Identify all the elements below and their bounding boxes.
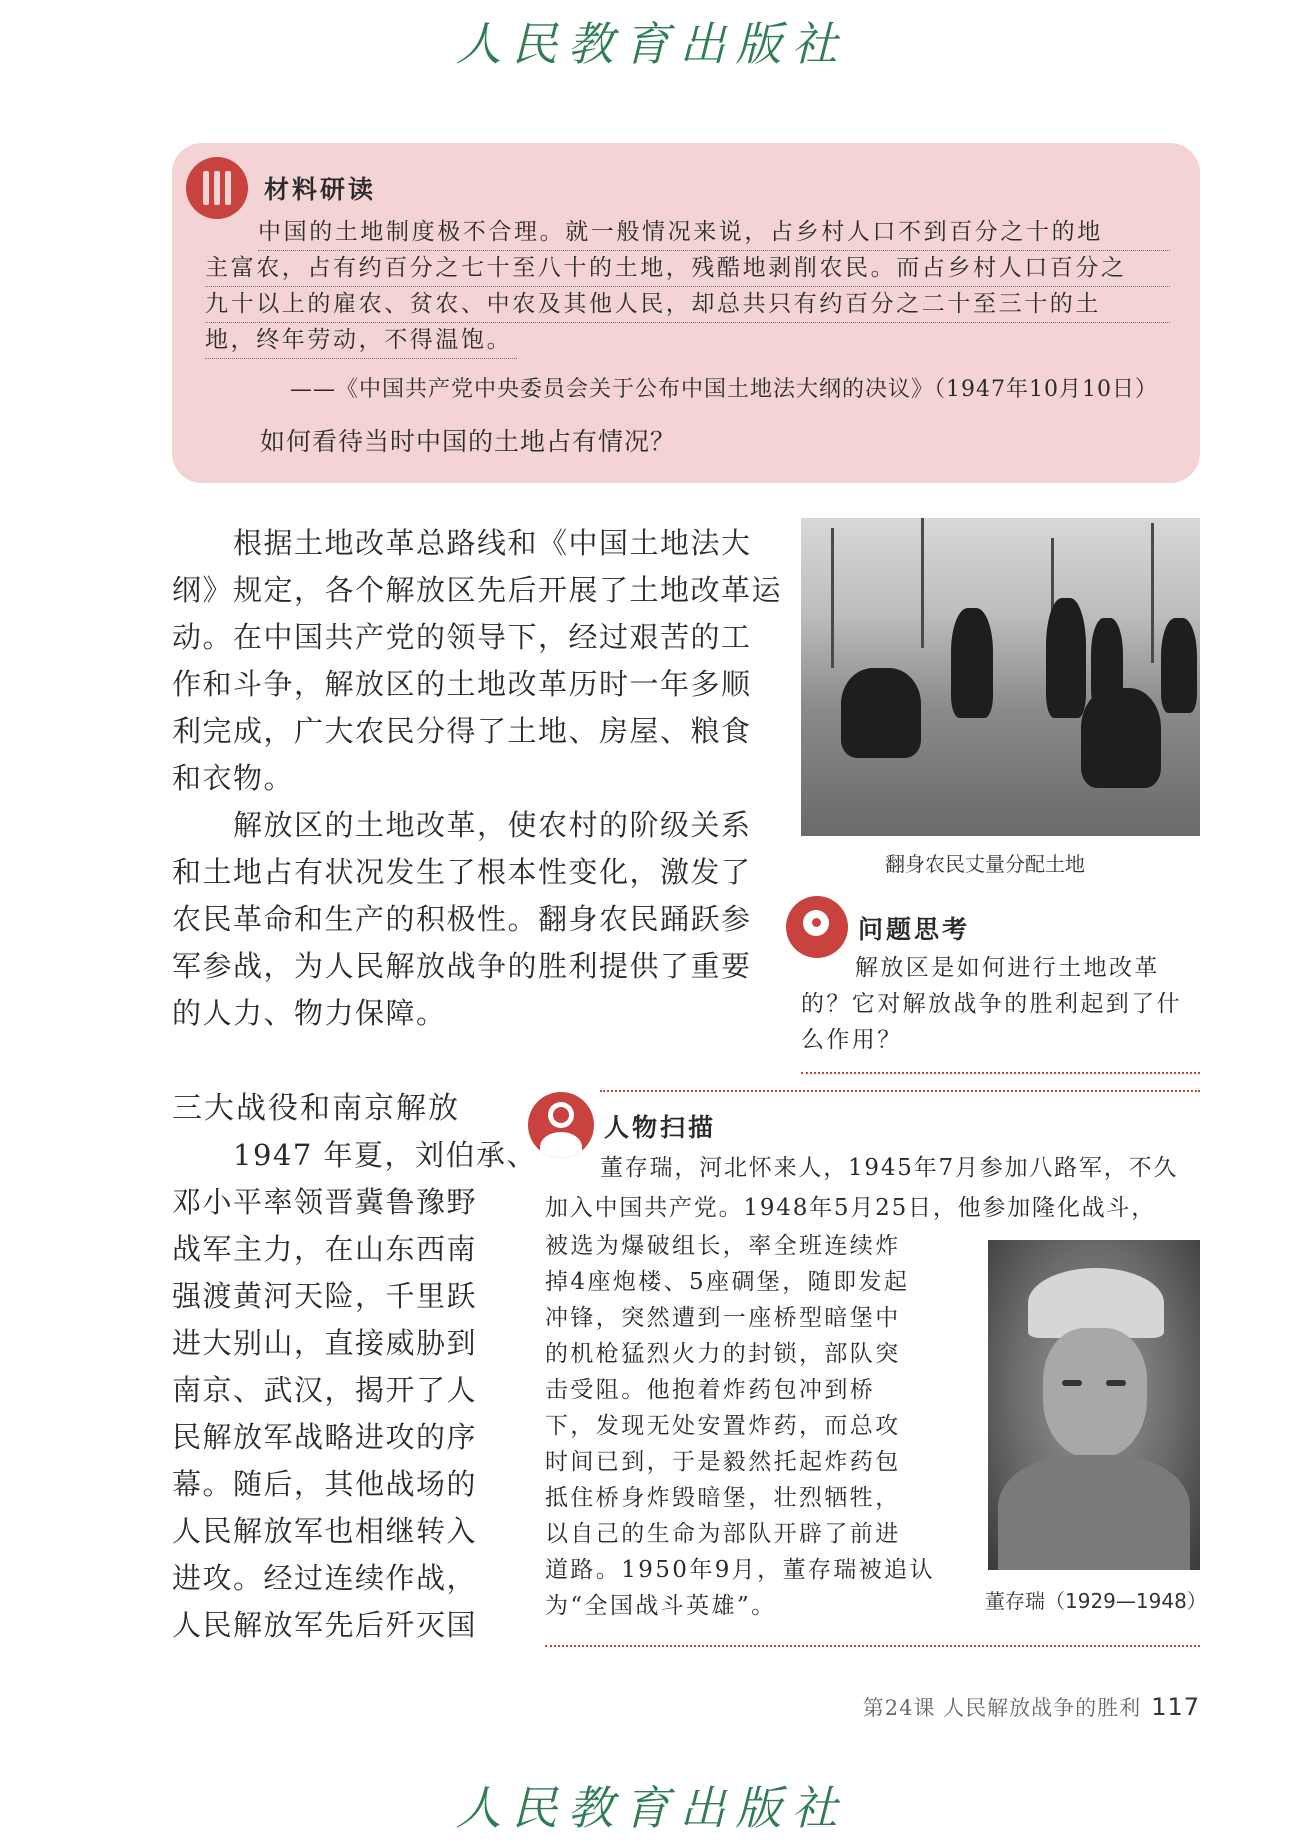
land-measurement-photo <box>801 518 1200 836</box>
page-number: 117 <box>1151 1693 1200 1721</box>
body-line: 利完成，广大农民分得了土地、房屋、粮食 <box>172 714 752 748</box>
profile-line: 击受阻。他抱着炸药包冲到桥 <box>545 1377 876 1403</box>
think-line: 的？它对解放战争的胜利起到了什 <box>801 991 1182 1017</box>
profile-line: 下，发现无处安置炸药，而总攻 <box>545 1413 901 1439</box>
profile-line: 被选为爆破组长，率全班连续炸 <box>545 1233 901 1259</box>
profile-line: 董存瑞，河北怀来人，1945年7月参加八路军，不久 <box>600 1155 1179 1181</box>
body-line: 纲》规定，各个解放区先后开展了土地改革运 <box>172 573 783 607</box>
publisher-logo-bottom: 人民教育出版社 <box>455 1781 848 1835</box>
profile-bottom-divider <box>545 1645 1200 1647</box>
dong-cunrui-portrait <box>988 1240 1200 1570</box>
material-title: 材料研读 <box>264 175 377 204</box>
think-title: 问题思考 <box>858 915 971 944</box>
profile-line: 抵住桥身炸毁暗堡，壮烈牺牲， <box>545 1485 901 1511</box>
material-line: 地，终年劳动，不得温饱。 <box>205 322 517 359</box>
publisher-logo-top: 人民教育出版社 <box>455 17 848 71</box>
profile-line: 加入中国共产党。1948年5月25日，他参加隆化战斗， <box>545 1195 1157 1221</box>
profile-title: 人物扫描 <box>604 1113 717 1142</box>
section-line: 民解放军战略进攻的序 <box>172 1420 478 1454</box>
section-line: 强渡黄河天险，千里跃 <box>172 1279 478 1313</box>
body-line: 作和斗争，解放区的土地改革历时一年多顺 <box>172 667 752 701</box>
profile-line: 的机枪猛烈火力的封锁，部队突 <box>545 1341 901 1367</box>
question-think-icon <box>786 896 848 958</box>
person-icon <box>528 1092 594 1158</box>
profile-line: 时间已到，于是毅然托起炸药包 <box>545 1449 901 1475</box>
section-line: 战军主力，在山东西南 <box>172 1232 478 1266</box>
profile-line: 冲锋，突然遭到一座桥型暗堡中 <box>545 1305 901 1331</box>
profile-line: 掉4座炮楼、5座碉堡，随即发起 <box>545 1269 910 1295</box>
material-line: 主富农，占有约百分之七十至八十的土地，残酷地剥削农民。而占乡村人口百分之 <box>205 250 1170 287</box>
profile-line: 以自己的生命为部队开辟了前进 <box>545 1521 901 1547</box>
material-source: ——《中国共产党中央委员会关于公布中国土地法大纲的决议》（1947年10月10日） <box>290 377 1158 402</box>
profile-line: 道路。1950年9月，董存瑞被追认 <box>545 1557 935 1583</box>
section-line: 进攻。经过连续作战， <box>172 1561 478 1595</box>
body-line: 和衣物。 <box>172 761 295 795</box>
body-line: 的人力、物力保障。 <box>172 996 447 1030</box>
think-line: 么作用？ <box>801 1027 903 1053</box>
portrait-caption: 董存瑞（1929—1948） <box>985 1589 1207 1613</box>
land-photo-caption: 翻身农民丈量分配土地 <box>885 852 1085 876</box>
body-line: 解放区的土地改革，使农村的阶级关系 <box>233 808 752 842</box>
material-line: 九十以上的雇农、贫农、中农及其他人民，却总共只有约百分之二十至三十的土 <box>205 286 1170 323</box>
body-line: 根据土地改革总路线和《中国土地法大 <box>233 526 752 560</box>
page-footer <box>863 1692 1200 1722</box>
section-line: 进大别山，直接威胁到 <box>172 1326 478 1360</box>
section-line: 人民解放军也相继转入 <box>172 1514 478 1548</box>
section-line: 邓小平率领晋冀鲁豫野 <box>172 1185 478 1219</box>
think-line: 解放区是如何进行土地改革 <box>855 955 1160 981</box>
body-line: 农民革命和生产的积极性。翻身农民踊跃参 <box>172 902 752 936</box>
body-line: 和土地占有状况发生了根本性变化，激发了 <box>172 855 752 889</box>
material-line: 中国的土地制度极不合理。就一般情况来说，占乡村人口不到百分之十的地 <box>258 214 1170 251</box>
section-line: 南京、武汉，揭开了人 <box>172 1373 478 1407</box>
section-line: 1947 年夏，刘伯承、 <box>233 1138 538 1172</box>
section-heading: 三大战役和南京解放 <box>172 1091 460 1126</box>
body-line: 军参战，为人民解放战争的胜利提供了重要 <box>172 949 752 983</box>
think-divider <box>801 1072 1200 1074</box>
lesson-title: 第24课 人民解放战争的胜利 <box>862 1696 1142 1720</box>
material-bars-icon <box>186 157 248 219</box>
body-line: 动。在中国共产党的领导下，经过艰苦的工 <box>172 620 752 654</box>
profile-top-divider <box>600 1090 1200 1092</box>
profile-line: 为“全国战斗英雄”。 <box>545 1593 777 1619</box>
material-question: 如何看待当时中国的土地占有情况？ <box>260 427 677 456</box>
section-line: 人民解放军先后歼灭国 <box>172 1608 478 1642</box>
section-line: 幕。随后，其他战场的 <box>172 1467 478 1501</box>
